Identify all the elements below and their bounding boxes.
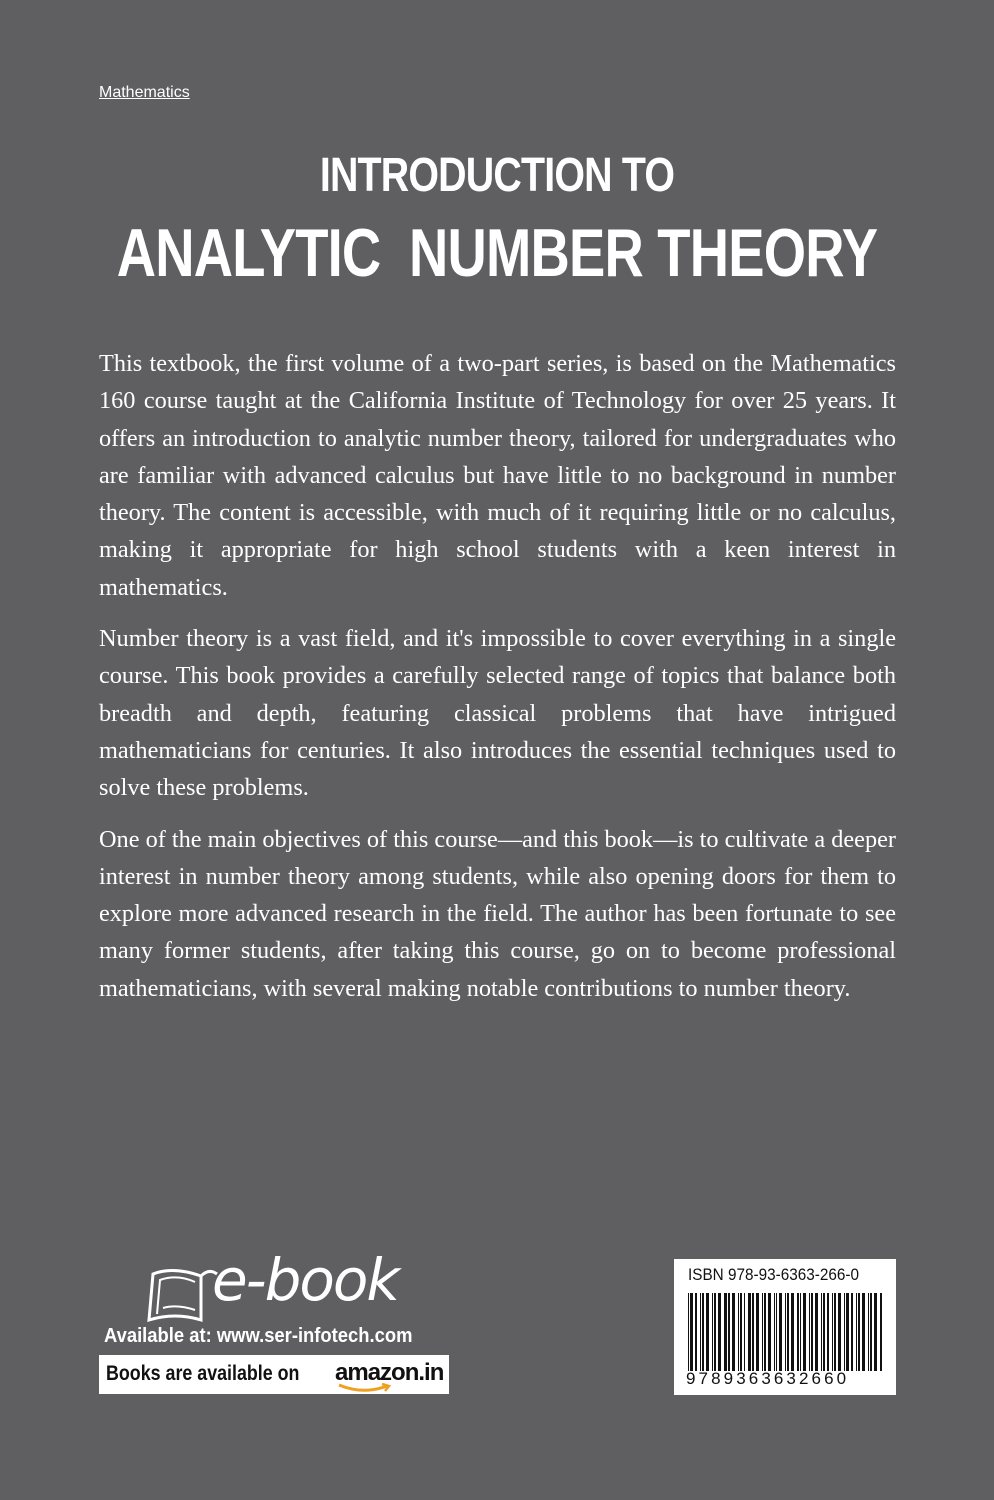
amazon-suffix-text: .in: [418, 1359, 444, 1386]
amazon-brand-text: amazon: [335, 1359, 419, 1386]
blurb: [99, 345, 896, 1021]
barcode-digits: 9789363632660: [686, 1369, 850, 1388]
available-at-text: Available at: www.ser-infotech.com: [104, 1325, 413, 1347]
title-line-1: INTRODUCTION TO: [319, 149, 675, 202]
isbn-label: ISBN 978-93-6363-266-0: [688, 1265, 859, 1284]
isbn-barcode: [674, 1259, 896, 1395]
amazon-availability-badge: [99, 1355, 449, 1394]
books-available-label: Books are available on: [106, 1362, 300, 1385]
amazon-smile-icon: [337, 1383, 393, 1393]
category-link[interactable]: Mathematics: [99, 84, 190, 101]
blurb-paragraph-2: Number theory is a vast field, and it's impossible to cover everything in a single course. This book provides a carefully selected range of topics that balance both breadth and depth, featuring classical problems that have intrigued mathematicians for centuries. It also introduces the essential techniques used to solve these problems.: [99, 625, 896, 802]
barcode-bars: [688, 1293, 882, 1371]
blurb-paragraph-1: This textbook, the first volume of a two-part series, is based on the Mathematics 160 course taught at the California Institute of Technology for over 25 years. It offers an introduction to analytic number theory, tailored for undergraduates who are familiar with advanced calculus but have little to no background in number theory. The content is accessible, with much of it requiring little or no calculus, making it appropriate for high school students with a keen interest in mathematics.: [99, 350, 896, 601]
blurb-paragraph-3: One of the main objectives of this course—and this book—is to cultivate a deeper interest in number theory among students, while also opening doors for them to explore more advanced research in the field. The author has been fortunate to see many former students, after taking this course, go on to become professional mathematicians, with several making notable contributions to number theory.: [99, 825, 896, 1002]
ebook-logo-text: e-book: [212, 1246, 398, 1314]
title-line-2: ANALYTIC NUMBER THEORY: [116, 215, 878, 291]
